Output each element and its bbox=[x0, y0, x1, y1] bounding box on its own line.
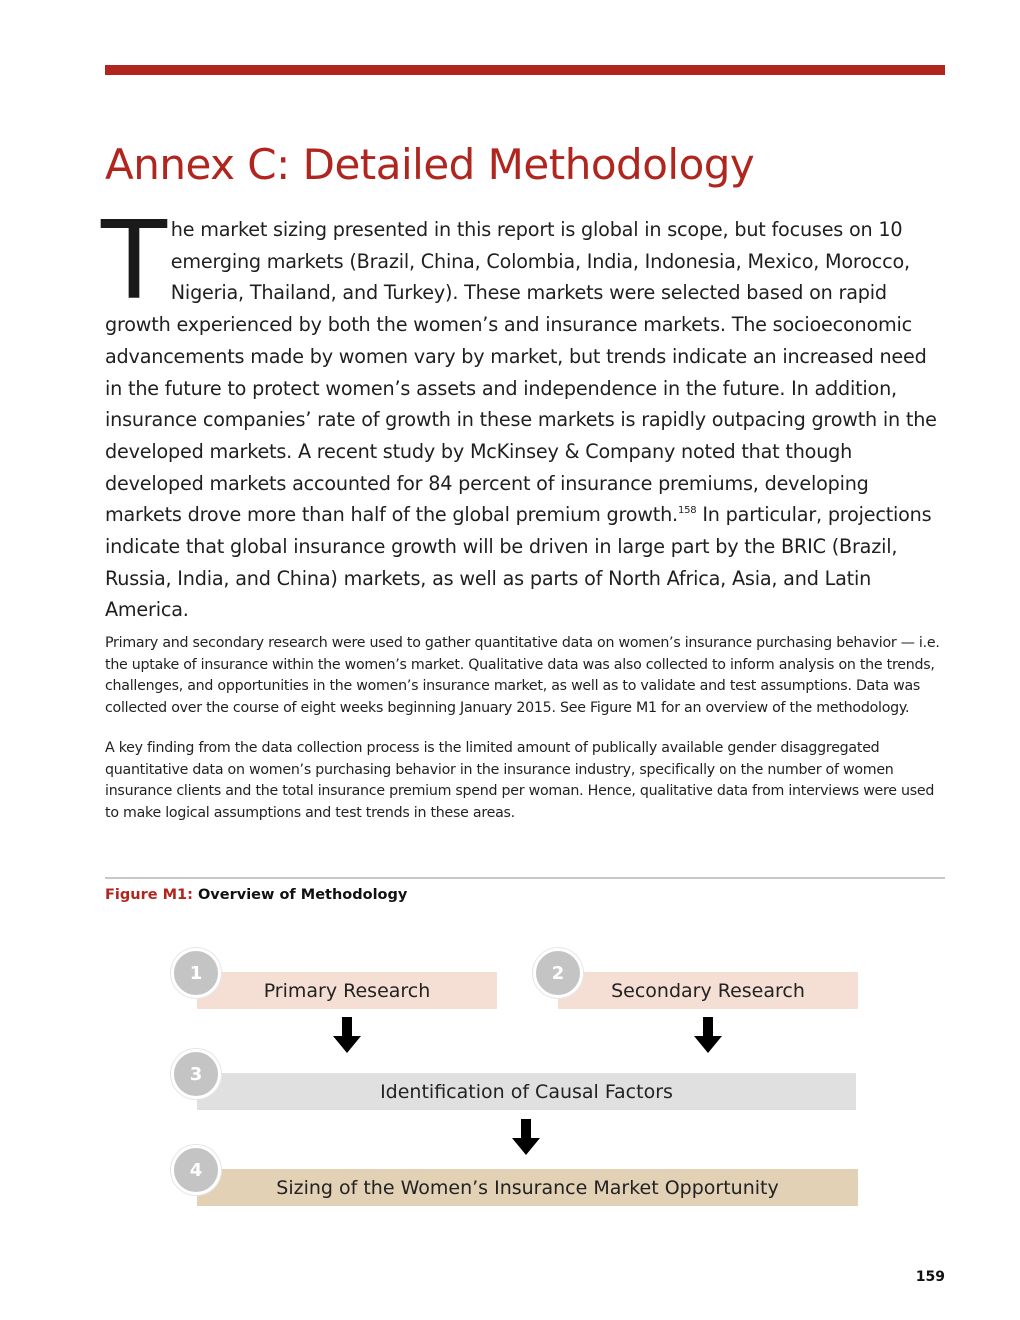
step-box-secondary-research bbox=[558, 972, 858, 1009]
lead-text-part-2: In particular, projections indicate that global insurance growth will be driven in large part by the BRIC (Brazil, Russia, India, and China) markets, as well as parts of North Africa, Asia, and Latin America. bbox=[105, 503, 932, 622]
footnote-ref: 158 bbox=[677, 505, 697, 517]
top-accent-rule bbox=[105, 65, 945, 75]
step-number-badge-1: 1 bbox=[171, 948, 221, 998]
body-paragraph-2: A key finding from the data collection process is the limited amount of publically available gender disaggregated quantitative data on women’s purchasing behavior in the insurance industry, specifically on the number of women insurance clients and the total insurance premium spend per woman. Hence, qualitative data from interviews were used to make logical assumptions and test trends in these areas. bbox=[105, 740, 935, 821]
figure-divider bbox=[105, 877, 945, 879]
arrow-down-icon bbox=[333, 1017, 361, 1053]
step-number-badge-4: 4 bbox=[171, 1145, 221, 1195]
arrow-down-icon bbox=[512, 1119, 540, 1155]
page-number: 159 bbox=[915, 1269, 945, 1285]
step-label-1: Primary Research bbox=[263, 979, 431, 1002]
step-label-4: Sizing of the Women’s Insurance Market Opportunity bbox=[276, 1176, 779, 1199]
step-number-badge-3: 3 bbox=[171, 1049, 221, 1099]
figure-label: Figure M1: bbox=[105, 887, 193, 903]
step-box-causal-factors bbox=[197, 1073, 856, 1110]
page-title: Annex C: Detailed Methodology bbox=[105, 140, 755, 189]
step-label-2: Secondary Research bbox=[611, 979, 805, 1002]
lead-text-part-1: he market sizing presented in this report is global in scope, but focuses on 10 emerging markets (Brazil, China, Colombia, India, Indonesia, Mexico, Morocco, Nigeria, Thailand, and Turkey). These markets were selected based on rapid growth experienced by both the women’s and insurance markets. The socioeconomic advancements made by women vary by market, but trends indicate an increased need in the future to protect women’s assets and independence in the future. In addition, insurance companies’ rate of growth in these markets is rapidly outpacing growth in the developed markets. A recent study by McKinsey & Company noted that though developed markets accounted for 84 percent of insurance premiums, developing markets drove more than half of the global premium growth. bbox=[105, 218, 937, 527]
drop-cap: T bbox=[101, 199, 167, 324]
step-box-market-sizing bbox=[197, 1169, 858, 1206]
step-label-3: Identification of Causal Factors bbox=[380, 1080, 673, 1103]
lead-paragraph bbox=[101, 199, 945, 626]
figure-caption bbox=[105, 887, 407, 903]
arrow-down-icon bbox=[694, 1017, 722, 1053]
body-paragraph-1: Primary and secondary research were used to gather quantitative data on women’s insurance purchasing behavior — i.e. the uptake of insurance within the women’s market. Qualitative data was also collected to inform analysis on the trends, challenges, and opportunities in the women’s insurance market, as well as to validate and test assumptions. Data was collected over the course of eight weeks beginning January 2015. See Figure M1 for an overview of the methodology. bbox=[105, 635, 940, 716]
figure-title: Overview of Methodology bbox=[192, 887, 408, 903]
step-number-badge-2: 2 bbox=[533, 948, 583, 998]
step-box-primary-research bbox=[197, 972, 497, 1009]
